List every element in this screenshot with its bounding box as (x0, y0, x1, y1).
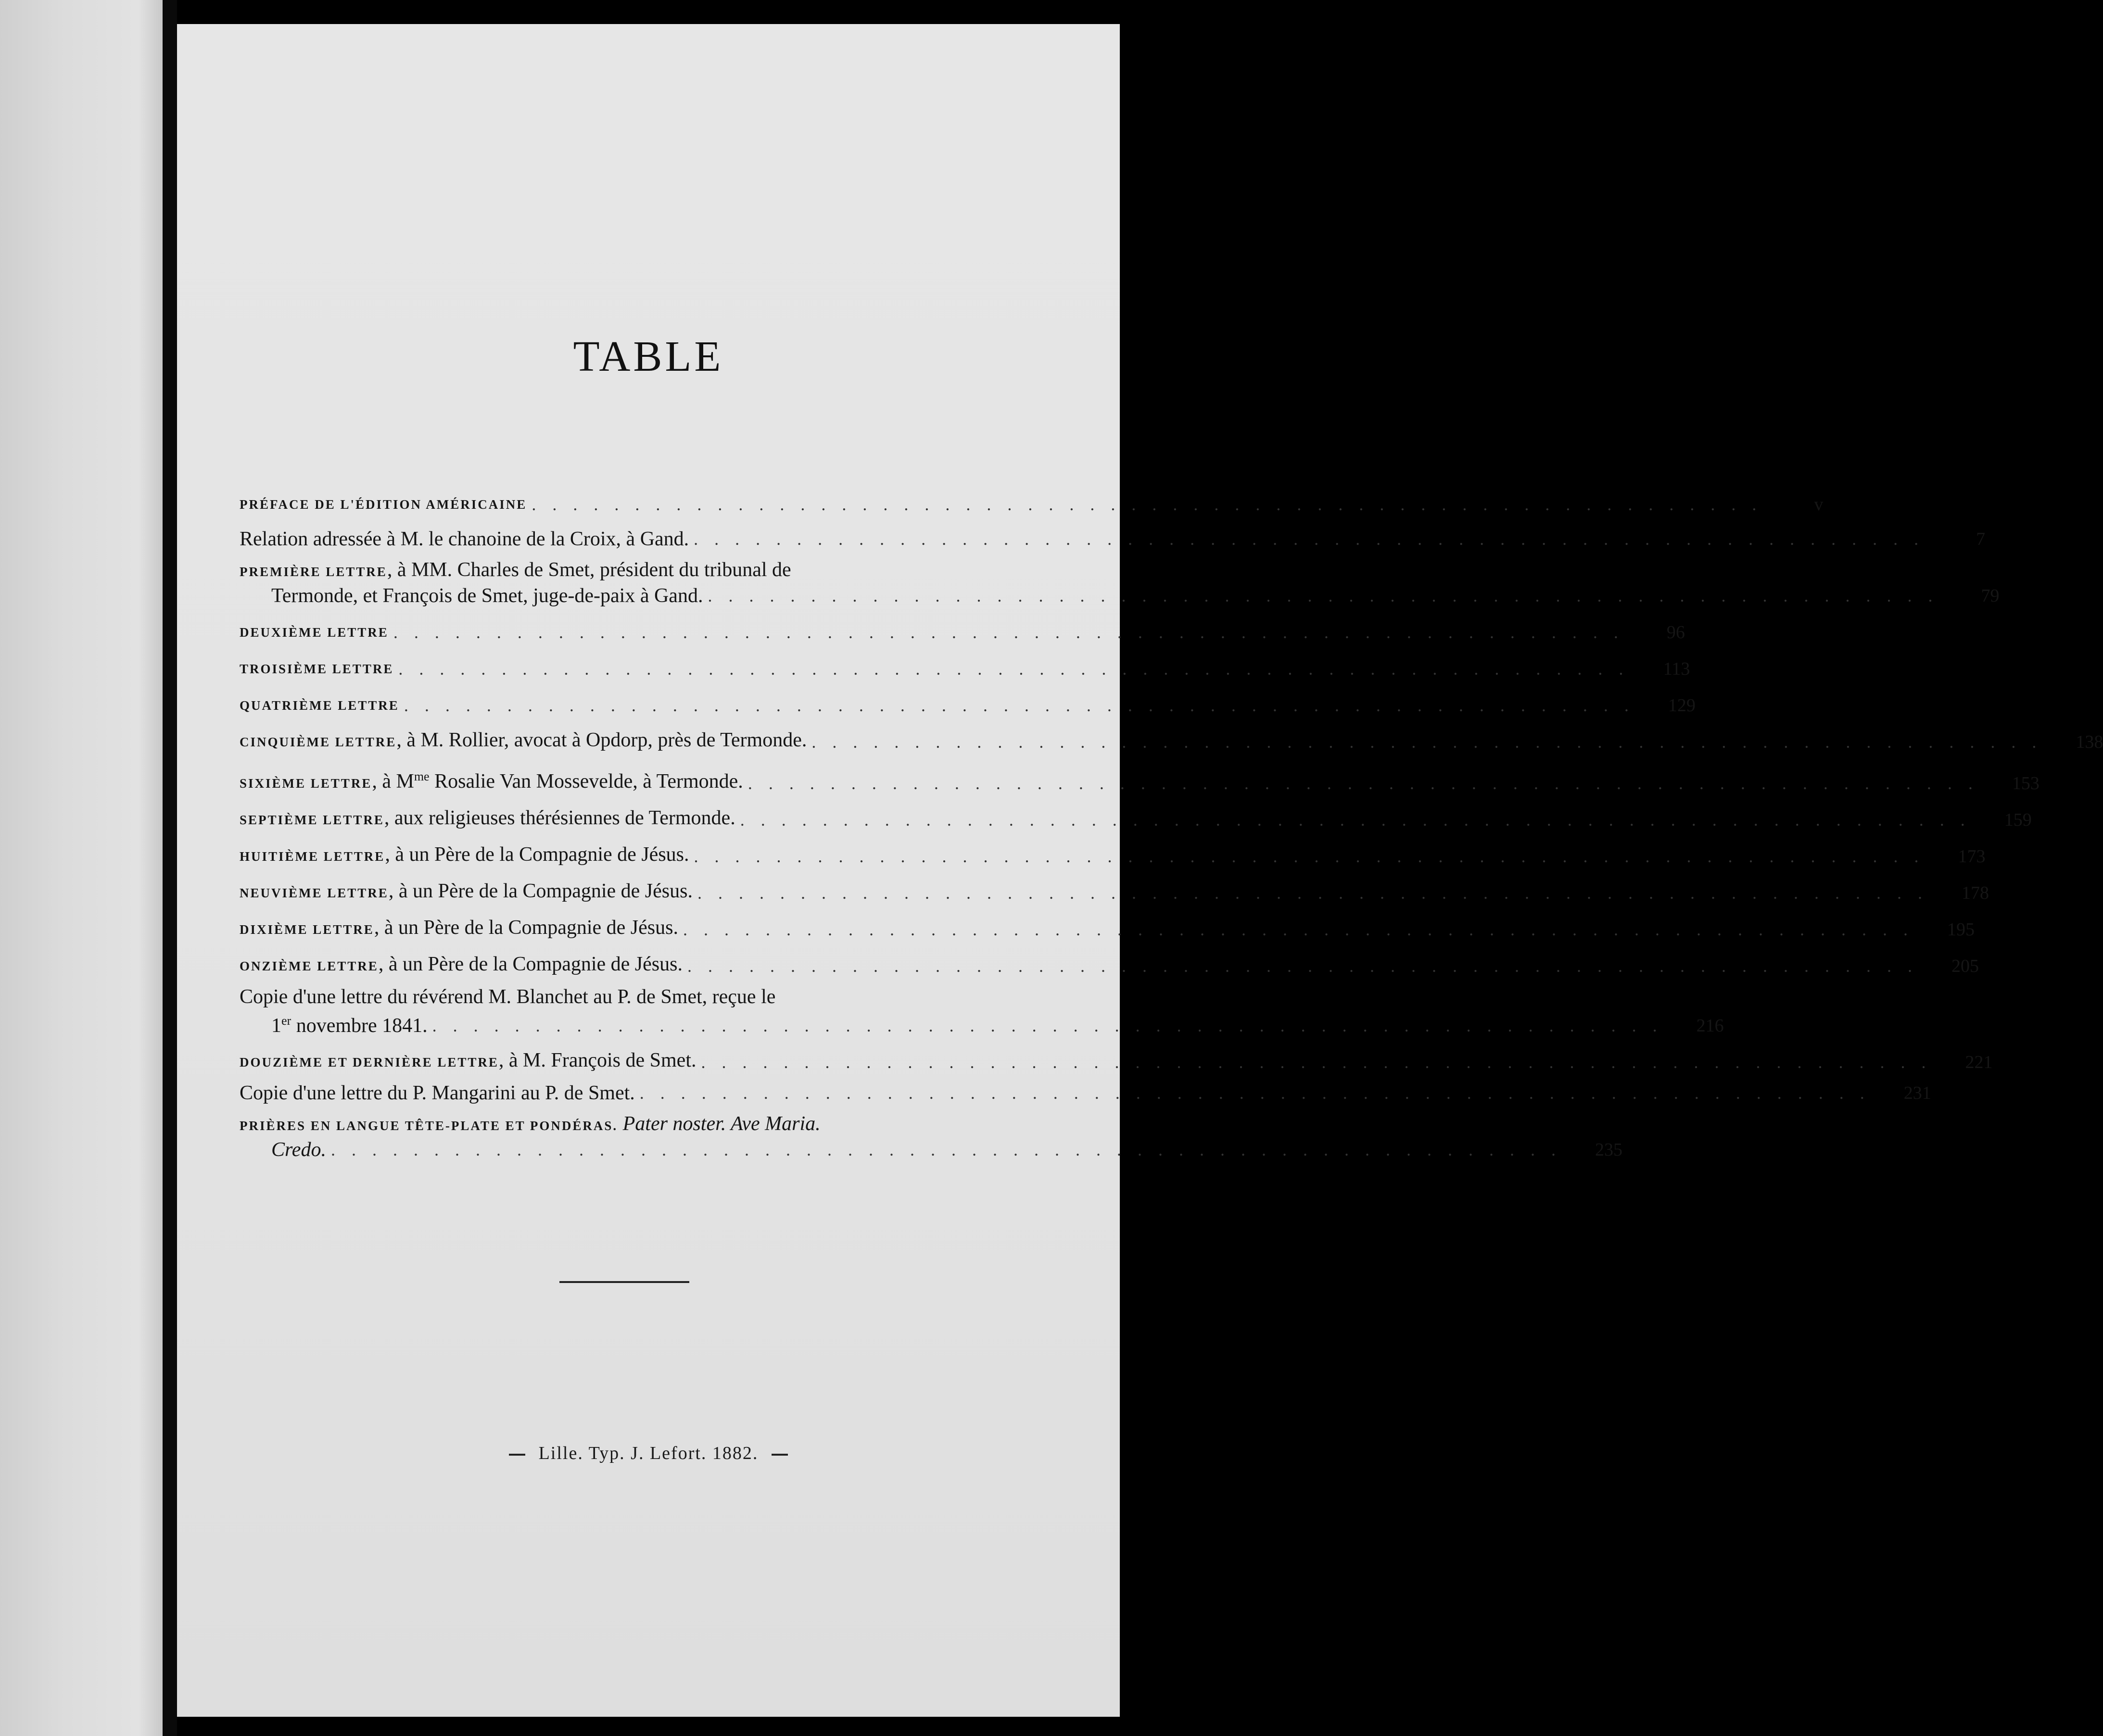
entry-heading: QUATRIÈME LETTRE (240, 698, 399, 713)
dot-leader: ............................................................ (701, 1053, 1942, 1072)
entry-text: , à MM. Charles de Smet, président du tribunal de (387, 559, 791, 581)
toc-line-continued (240, 584, 2000, 608)
toc-line (240, 985, 995, 1009)
entry-label (240, 1081, 635, 1105)
dot-leader: ............................................................ (532, 495, 1773, 514)
dash-left (509, 1454, 525, 1456)
entry-heading: TROISIÈME LETTRE (240, 662, 394, 676)
toc-entry (240, 916, 1975, 942)
dot-leader: ............................................................ (393, 623, 1634, 642)
entry-text: Relation adressée à M. le chanoine de la Croix, à Gand. (240, 528, 689, 550)
entry-text: Copie d'une lettre du révérend M. Blanchet au P. de Smet, reçue le (240, 986, 776, 1008)
toc-entry (240, 1112, 1622, 1162)
page-number: 173 (1958, 846, 1986, 867)
dot-leader: ............................................................ (330, 1140, 1572, 1159)
book-gutter (163, 0, 177, 1736)
entry-label (240, 879, 693, 905)
entry-text: , à un Père de la Compagnie de Jésus. (388, 880, 693, 902)
superscript: er (281, 1014, 291, 1028)
toc-line (240, 843, 1986, 868)
entry-text: , à M. François de Smet. (498, 1049, 697, 1071)
entry-label (240, 558, 791, 584)
entry-heading: SIXIÈME LETTRE (240, 776, 372, 791)
toc-entry (240, 952, 1979, 978)
dot-leader: ............................................................ (694, 529, 1935, 549)
entry-label (240, 655, 393, 681)
toc-entry (240, 491, 1824, 516)
toc-entry (240, 806, 2032, 832)
toc-line (240, 765, 2040, 795)
entry-text: , à M. Rollier, avocat à Opdorp, près de Termonde. (396, 729, 807, 751)
page-number: v (1814, 494, 1824, 515)
dot-leader: ............................................................ (697, 883, 1938, 903)
toc-entry (240, 985, 1724, 1038)
dot-leader: ............................................................ (694, 847, 1935, 866)
entry-heading: DEUXIÈME LETTRE (240, 625, 389, 640)
toc-line (240, 527, 1986, 551)
entry-heading: ONZIÈME LETTRE (240, 959, 379, 973)
entry-heading: HUITIÈME LETTRE (240, 849, 385, 864)
entry-heading: PRÉFACE DE L'ÉDITION AMÉRICAINE (240, 497, 527, 512)
entry-heading: PRIÈRES EN LANGUE TÊTE-PLATE ET PONDÉRAS. (240, 1119, 618, 1133)
entry-heading: NEUVIÈME LETTRE (240, 886, 389, 900)
entry-heading: SEPTIÈME LETTRE (240, 813, 384, 827)
page-number: 7 (1976, 529, 1986, 549)
toc-line (240, 1048, 1993, 1074)
entry-label (271, 1138, 326, 1162)
page-number: 216 (1696, 1016, 1724, 1036)
entry-text: 1 (271, 1015, 281, 1037)
entry-text: Rosalie Van Mossevelde, à Termonde. (429, 770, 743, 793)
page-number: 129 (1668, 695, 1696, 716)
toc-line (240, 618, 1685, 644)
toc-entry (240, 843, 1986, 868)
toc-entry (240, 879, 1989, 905)
dot-leader: ............................................................ (683, 920, 1924, 939)
printer-imprint (177, 1443, 1120, 1464)
imprint-text: Lille. Typ. J. Lefort. 1882. (538, 1443, 759, 1463)
entry-heading: DOUZIÈME ET DERNIÈRE LETTRE (240, 1055, 499, 1069)
entry-text: , aux religieuses thérésiennes de Termonde. (384, 807, 735, 829)
entry-heading: DIXIÈME LETTRE (240, 922, 374, 937)
dot-leader: ............................................................ (747, 774, 1989, 793)
entry-label (240, 916, 678, 942)
dot-leader: ............................................................ (639, 1083, 1881, 1103)
left-page-edge (0, 0, 163, 1736)
dot-leader: ............................................................ (687, 956, 1928, 976)
toc-line-continued (240, 1138, 1622, 1162)
toc-entry (240, 765, 2040, 795)
dot-leader: ............................................................ (740, 810, 1981, 830)
page-number: 221 (1965, 1052, 1993, 1072)
divider-rule (559, 1281, 689, 1283)
dot-leader: ............................................................ (432, 1016, 1673, 1035)
toc-line (240, 879, 1989, 905)
toc-entry (240, 692, 1696, 717)
entry-text: Termonde, et François de Smet, juge-de-paix à Gand. (271, 585, 703, 607)
toc-line (240, 491, 1824, 516)
toc-entry (240, 728, 2103, 754)
entry-text: , à M (372, 770, 414, 793)
superscript: me (414, 769, 430, 783)
page-number: 205 (1951, 956, 1979, 976)
toc-entry (240, 558, 2000, 608)
entry-heading: PREMIÈRE LETTRE (240, 565, 387, 579)
dot-leader: ............................................................ (398, 659, 1640, 679)
entry-italic: Pater noster. Ave Maria. (618, 1113, 821, 1135)
toc-line (240, 558, 995, 584)
page-number: 113 (1663, 659, 1690, 679)
entry-text: , à un Père de la Compagnie de Jésus. (385, 843, 689, 866)
dot-leader: ............................................................ (708, 586, 1949, 605)
dash-right (772, 1454, 788, 1456)
entry-label (240, 1112, 821, 1138)
toc-line (240, 1081, 1931, 1105)
entry-label (240, 491, 527, 516)
page-number: 96 (1666, 622, 1685, 642)
toc-entry (240, 527, 1986, 551)
toc-entry (240, 618, 1685, 644)
entry-text: , à un Père de la Compagnie de Jésus. (378, 953, 683, 975)
entry-label (271, 1009, 428, 1038)
toc-line (240, 728, 2103, 754)
entry-label (240, 985, 775, 1009)
entry-text: Copie d'une lettre du P. Mangarini au P. de Smet. (240, 1082, 635, 1104)
toc-line (240, 806, 2032, 832)
entry-label (240, 692, 399, 717)
dot-leader: ............................................................ (404, 696, 1645, 715)
toc-line (240, 692, 1696, 717)
page-number: 178 (1962, 883, 1989, 903)
toc-line (240, 952, 1979, 978)
toc-entry (240, 655, 1690, 681)
entry-label (240, 765, 743, 795)
toc-line (240, 1112, 995, 1138)
entry-label (240, 728, 807, 754)
page-number: 235 (1595, 1140, 1622, 1160)
entry-text: , à un Père de la Compagnie de Jésus. (374, 917, 678, 939)
page-number: 231 (1903, 1083, 1931, 1103)
page-number: 138 (2076, 732, 2103, 752)
entry-text: novembre 1841. (291, 1015, 428, 1037)
toc-entry (240, 1081, 1931, 1105)
entry-label (271, 584, 703, 608)
page-title: TABLE (573, 333, 724, 380)
page-number: 153 (2012, 773, 2040, 793)
book-page (177, 24, 2103, 1717)
entry-label (240, 806, 735, 832)
toc-line (240, 916, 1975, 942)
entry-heading: CINQUIÈME LETTRE (240, 735, 397, 749)
page-number: 79 (1981, 586, 2000, 606)
dot-leader: ............................................................ (811, 732, 2053, 752)
toc-line (240, 655, 1690, 681)
entry-italic: Credo. (271, 1139, 326, 1161)
toc-line-continued (240, 1009, 1724, 1038)
table-of-contents (240, 481, 2103, 1162)
entry-label (240, 1048, 696, 1074)
page-number: 159 (2004, 810, 2032, 830)
toc-entry (240, 1048, 1993, 1074)
entry-label (240, 843, 689, 868)
entry-label (240, 618, 389, 644)
entry-label (240, 952, 683, 978)
entry-label (240, 527, 689, 551)
page-number: 195 (1947, 919, 1975, 940)
